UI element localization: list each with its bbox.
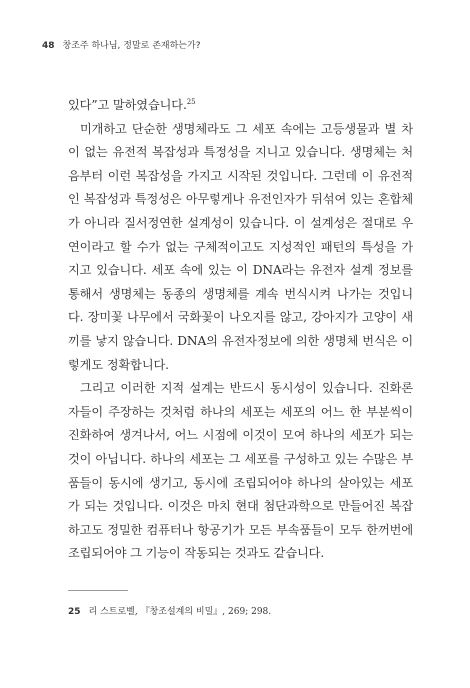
text-line: 끼를 낳지 않습니다. DNA의 유전자정보에 의한 생명체 번식은 이 xyxy=(68,333,413,348)
text-line: 하고도 정밀한 컴퓨터나 항공기가 모든 부속품들이 모두 한꺼번에 xyxy=(68,522,413,537)
text-line: 미개하고 단순한 생명체라도 그 세포 속에는 고등생물과 별 차 xyxy=(80,121,413,136)
text-line: 있다”고 말하였습니다.$^{25}$ xyxy=(68,98,196,112)
body-text xyxy=(68,94,413,566)
text-line: 지고 있습니다. 세포 속에 있는 이 DNA라는 유전자 설계 정보를 xyxy=(68,263,413,278)
footnote-divider xyxy=(68,590,128,591)
text-line: 다. 장미꽃 나무에서 국화꽃이 나오지를 않고, 강아지가 고양이 새 xyxy=(68,310,413,325)
text-line: 렇게도 정확합니다. xyxy=(68,357,169,372)
running-title: 창조주 하나님, 정말로 존재하는가? xyxy=(62,41,201,51)
text-line: 통해서 생명체는 동종의 생명체를 계속 번식시켜 나가는 것입니 xyxy=(68,286,413,301)
text-line: 인 복잡성과 특정성은 아무렇게나 유전인자가 뒤섞여 있는 혼합체 xyxy=(68,192,413,207)
text-line: 조립되어야 그 기능이 작동되는 것과도 같습니다. xyxy=(68,546,325,561)
page-number: 48 xyxy=(42,41,55,51)
text-line: 이 없는 유전적 복잡성과 특정성을 지니고 있습니다. 생명체는 처 xyxy=(68,145,413,160)
text-line: 연이라고 할 수가 없는 구체적이고도 지성적인 패턴의 특성을 가 xyxy=(68,239,413,254)
footnote-ref: 25 xyxy=(186,98,196,106)
footnote xyxy=(68,604,271,617)
text-line: 가 아니라 질서정연한 설계성이 있습니다. 이 설계성은 절대로 우 xyxy=(68,215,413,230)
text-line: 가 되는 것입니다. 이것은 마치 현대 첨단과학으로 만들어진 복잡 xyxy=(68,499,413,514)
text-line: 자들이 주장하는 것처럼 하나의 세포는 세포의 어느 한 부분씩이 xyxy=(68,404,413,419)
text-line: 품들이 동시에 생기고, 동시에 조립되어야 하나의 살아있는 세포 xyxy=(68,475,413,490)
text-line: 진화하여 생겨나서, 어느 시점에 이것이 모여 하나의 세포가 되는 xyxy=(68,428,413,443)
text-line: 음부터 이런 복잡성을 가지고 시작된 것입니다. 그런데 이 유전적 xyxy=(68,168,413,183)
footnote-number: 25 xyxy=(68,607,81,617)
text-line: 그리고 이러한 지적 설계는 반드시 동시성이 있습니다. 진화론 xyxy=(80,381,413,396)
text-line: 것이 아닙니다. 하나의 세포는 그 세포를 구성하고 있는 수많은 부 xyxy=(68,451,413,466)
running-header xyxy=(42,38,200,51)
footnote-text: 리 스트로벨, 『창조설계의 비밀』, 269; 298. xyxy=(88,607,272,617)
